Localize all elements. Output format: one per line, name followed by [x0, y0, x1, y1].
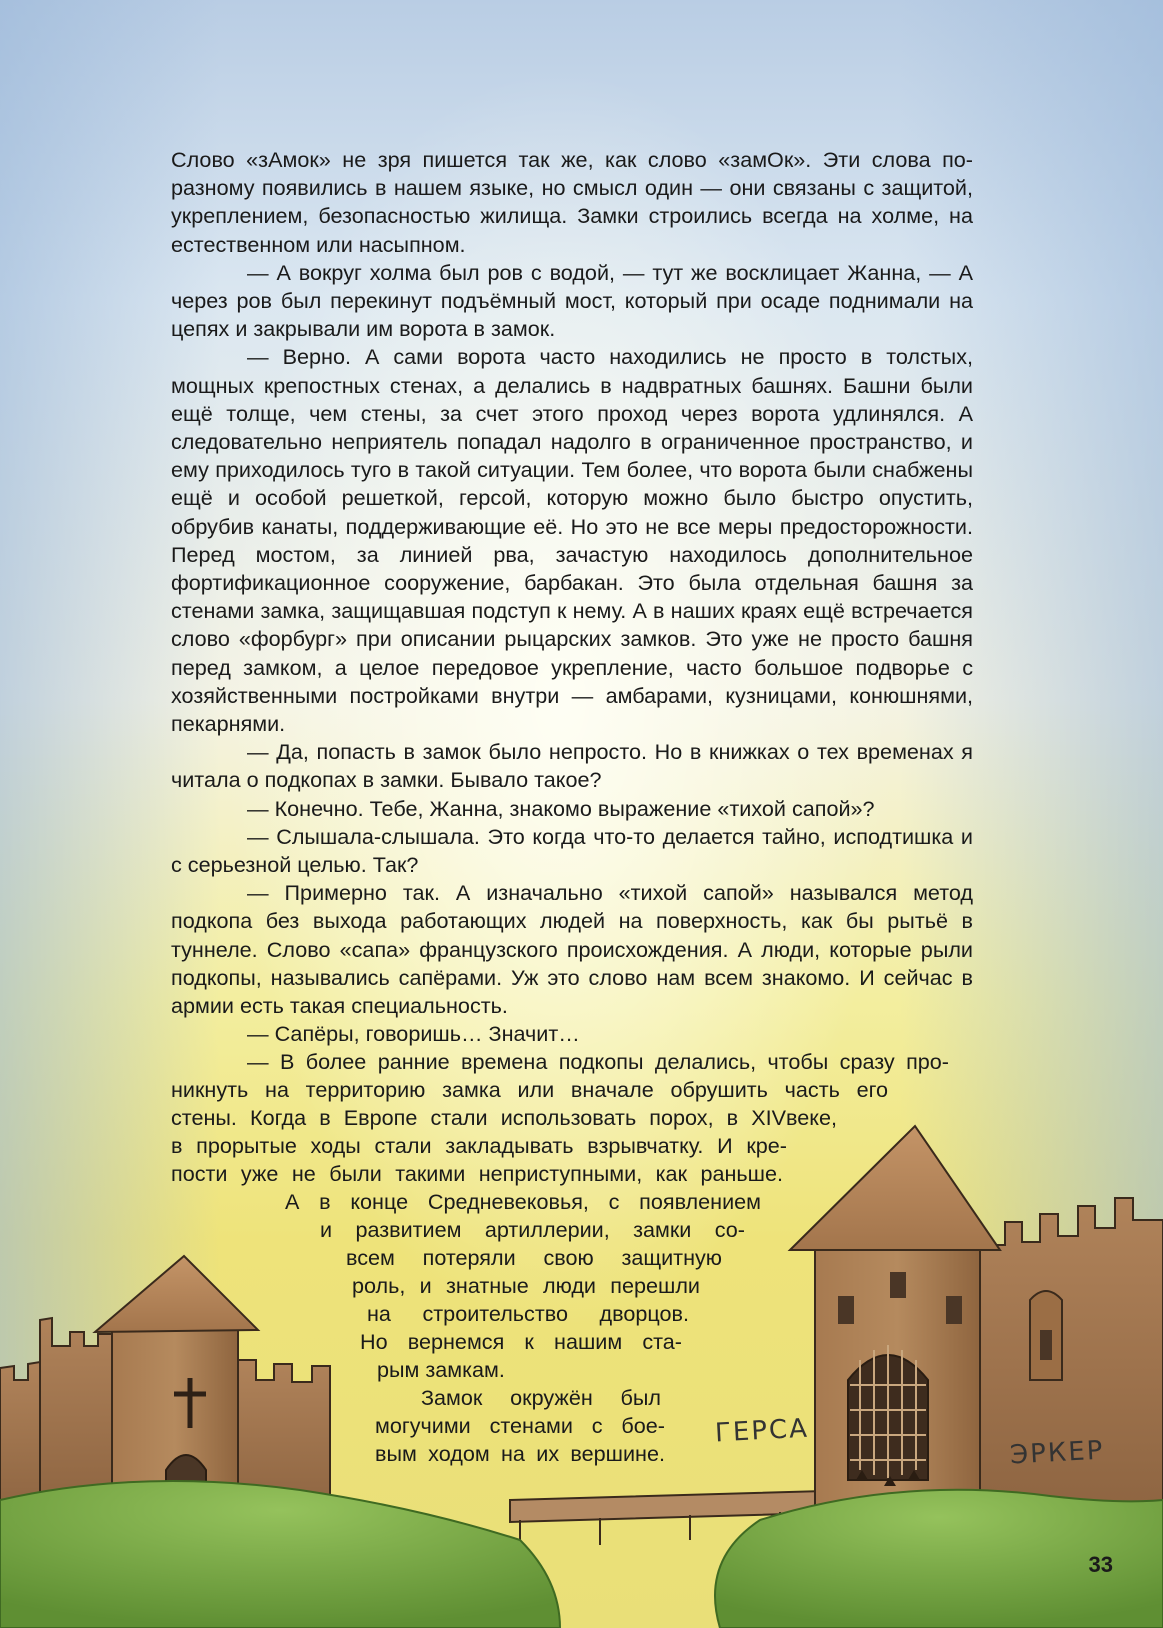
shaped-line: вым ходом на их вершине. — [375, 1441, 665, 1466]
shaped-line: на строительство дворцов. — [367, 1301, 689, 1326]
right-castle — [790, 1126, 1163, 1530]
shaped-line: в прорытые ходы стали закладывать взрывчатку. И кре- — [171, 1133, 787, 1158]
shaped-line: Замок окружён был — [421, 1385, 661, 1410]
shaped-line: могучими стенами с бое- — [375, 1413, 665, 1438]
paragraph: — Слышала-слышала. Это когда что-то делается тайно, исподтишка и с серьезной целью. Так? — [171, 823, 973, 878]
shaped-line: А в конце Средневековья, с появлением — [285, 1189, 761, 1214]
paragraph: — Верно. А сами ворота часто находились не просто в толстых, мощных крепостных стенах, а делались в надвратных башнях. Башни были ещё толще, чем стены, за счет этого проход через ворота удлинялся. А следовательно неприятель попадал надолго в ограниченное пространство, и ему приходилось туго в такой ситуации. Тем более, что ворота были снабжены ещё и особой решеткой, герсой, которую можно было быстро опустить, обрубив канаты, поддерживающие её. Но это не все меры предосторожности. Перед мостом, за линией рва, зачастую находилось дополнительное фортификационное сооружение, барбакан. Это была отдельная башня за стенами замка, защищавшая подступ к нему. А в наших краях ещё встречается слово «форбург» при описании рыцарских замков. Это уже не просто башня перед замком, а целое передовое укрепление, часто большое подворье с хозяйственными постройками внутри — амбарами, кузницами, конюшнями, пекарнями. — [171, 344, 973, 737]
shaped-line: — В более ранние времена подкопы делались, чтобы сразу про- — [247, 1049, 949, 1074]
erker-label: ЭРКЕР — [1009, 1435, 1106, 1471]
shaped-line: рым замкам. — [377, 1357, 505, 1382]
paragraph: Слово «зАмок» не зря пишется так же, как слово «замОк». Эти слова по-разному появились в нашем языке, но смысл один — они связаны с защитой, укреплением, безопасностью жилища. Замки строились всегда на холме, на естественном или насыпном. — [171, 147, 973, 257]
paragraph: — Конечно. Тебе, Жанна, знакомо выражение «тихой сапой»? — [247, 795, 875, 821]
paragraph: — Да, попасть в замок было непросто. Но в книжках о тех временах я читала о подкопах в замки. Бывало такое? — [171, 739, 973, 793]
shaped-line: всем потеряли свою защитную — [346, 1245, 722, 1270]
page-number: 33 — [1088, 1552, 1113, 1577]
shaped-line: Но вернемся к нашим ста- — [360, 1329, 682, 1354]
gersa-label: ГЕРСА — [714, 1413, 810, 1449]
shaped-line: пости уже не были такими неприступными, как раньше. — [171, 1161, 783, 1186]
shaped-line: роль, и знатные люди перешли — [352, 1273, 700, 1298]
main-text — [171, 146, 973, 1049]
paragraph: — А вокруг холма был ров с водой, — тут же восклицает Жанна, — А через ров был перекинут подъёмный мост, который при осаде поднимали на цепях и закрывали им ворота в замок. — [171, 259, 973, 342]
shaped-line: никнуть на территорию замка или вначале обрушить часть его — [171, 1077, 888, 1102]
shaped-line: и развитием артиллерии, замки со- — [320, 1217, 745, 1242]
paragraph: — Сапёры, говоришь… Значит… — [247, 1021, 580, 1047]
paragraph: — Примерно так. А изначально «тихой сапой» назывался метод подкопа без выхода работающих людей на поверхность, как бы рытьё в туннеле. Слово «сапа» французского происхождения. А люди, которые рыли подкопы, назывались сапёрами. Уж это слово нам всем знакомо. И сейчас в армии есть такая специальность. — [171, 880, 973, 1019]
shaped-line: стены. Когда в Европе стали использовать порох, в XIVвеке, — [171, 1105, 837, 1130]
